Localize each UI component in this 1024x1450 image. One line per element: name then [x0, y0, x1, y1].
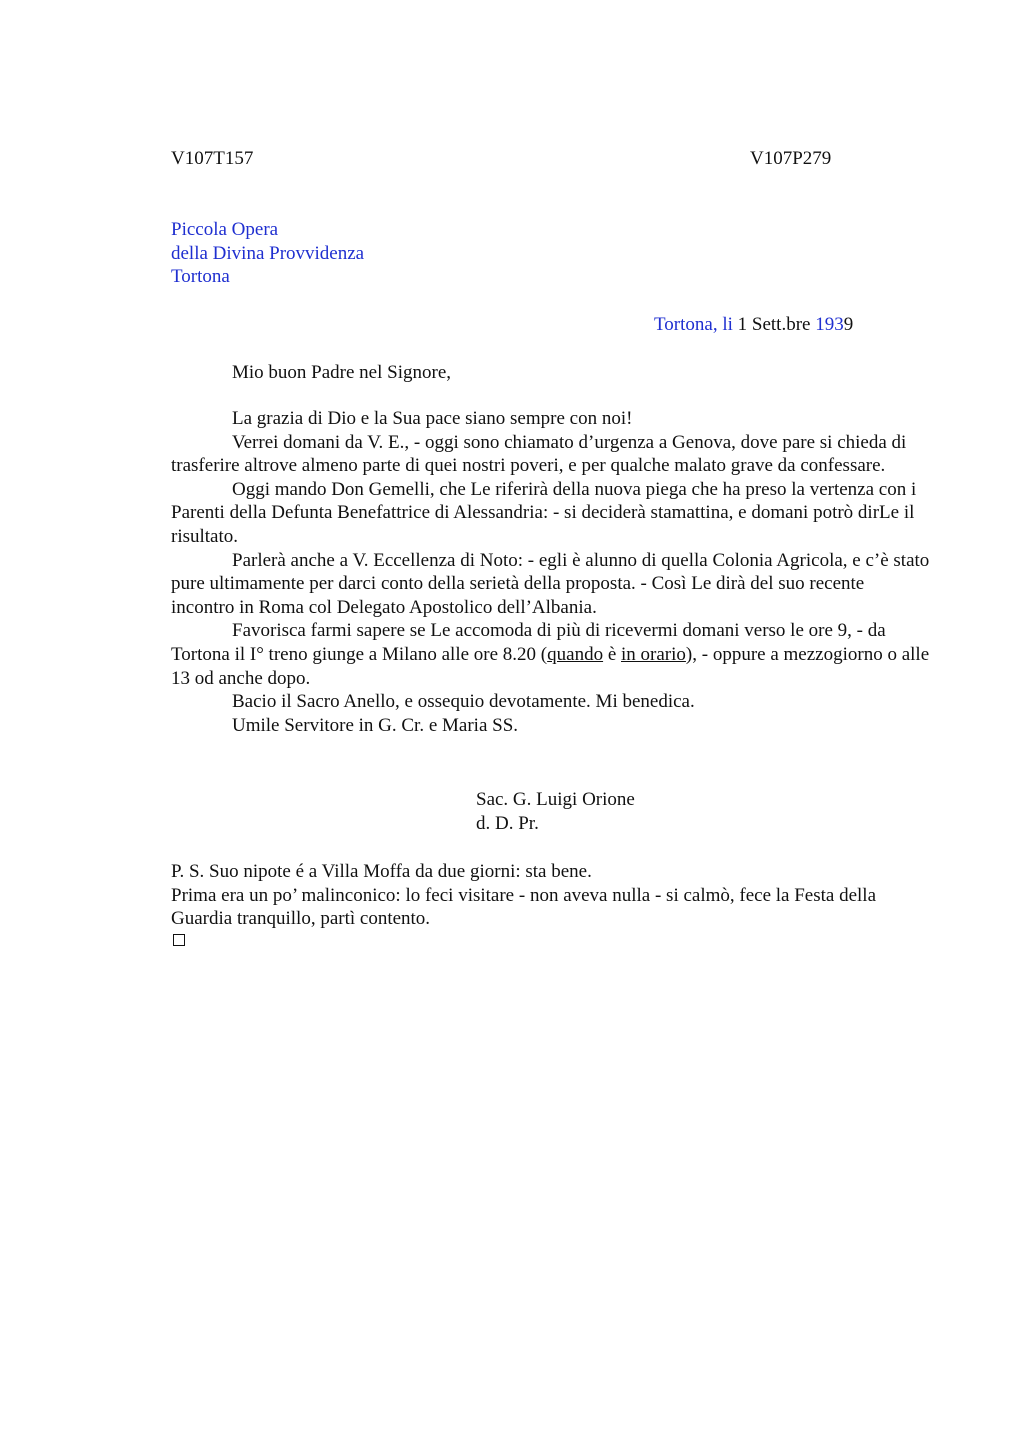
- signature-block: [476, 788, 635, 835]
- body-paragraph-6: Bacio il Sacro Anello, e ossequio devotamente. Mi benedica.: [232, 691, 695, 713]
- body-paragraph-4: Parlerà anche a V. Eccellenza di Noto: - egli è alunno di quella Colonia Agricola, e c’è stato pure ultimamente per darci conto della serietà della proposta. - Così Le dirà del suo recente incontro in Roma col Delegato Apostolico dell’Albania.: [171, 549, 930, 618]
- body-paragraph-3: Oggi mando Don Gemelli, che Le riferirà della nuova piega che ha preso la vertenza con i Parenti della Defunta Benefattrice di Alessandria: - si deciderà stamattina, e domani potrò dirLe il risultato.: [171, 478, 917, 547]
- letter-body: [171, 407, 931, 737]
- letterhead-line-3: Tortona: [171, 266, 230, 288]
- signature-name: Sac. G. Luigi Orione: [476, 789, 635, 810]
- paragraph-5-part-a: Favorisca farmi sapere se Le accomoda di più di ricevermi domani verso le ore 9, - da Tortona il I° treno giunge a Milano alle ore 8.20 (: [171, 620, 886, 665]
- empty-checkbox-icon: [173, 934, 185, 946]
- underlined-quando: quando: [547, 643, 604, 665]
- postscript-line-2: Prima era un po’ malinconico: lo feci visitare - non aveva nulla - si calmò, fece la Festa della Guardia tranquillo, partì contento.: [171, 884, 877, 930]
- underlined-in-orario: in orario: [621, 643, 686, 665]
- postscript-line-1: P. S. Suo nipote é a Villa Moffa da due giorni: sta bene.: [171, 861, 592, 882]
- letterhead: [171, 218, 364, 289]
- letterhead-line-2: della Divina Provvidenza: [171, 242, 365, 264]
- paragraph-5-part-b: è: [603, 643, 622, 665]
- dateline-year-suffix: 9: [843, 314, 854, 335]
- body-paragraph-2: Verrei domani da V. E., - oggi sono chiamato d’urgenza a Genova, dove pare si chieda di trasferire altrove almeno parte di quei nostri poveri, e per qualche malato grave da confessare.: [171, 431, 907, 477]
- dateline-year-prefix: 193: [815, 314, 844, 335]
- dateline-place: Tortona, li: [654, 314, 733, 335]
- document-reference-left: V107T157: [171, 148, 254, 169]
- salutation: Mio buon Padre nel Signore,: [232, 362, 452, 383]
- closing-line: Umile Servitore in G. Cr. e Maria SS.: [232, 714, 519, 736]
- letterhead-line-1: Piccola Opera: [171, 219, 279, 240]
- paragraph-5-part-c: ), - oppure a mezzogiorno o alle 13 od anche dopo.: [171, 643, 930, 689]
- signature-title: d. D. Pr.: [476, 812, 539, 834]
- body-paragraph-1: La grazia di Dio e la Sua pace siano sempre con noi!: [232, 408, 633, 429]
- dateline-day-month: 1 Sett.bre: [732, 314, 816, 335]
- document-reference-right: V107P279: [750, 148, 832, 169]
- body-paragraph-5: [171, 619, 931, 690]
- postscript: [171, 860, 931, 931]
- dateline: [654, 313, 853, 337]
